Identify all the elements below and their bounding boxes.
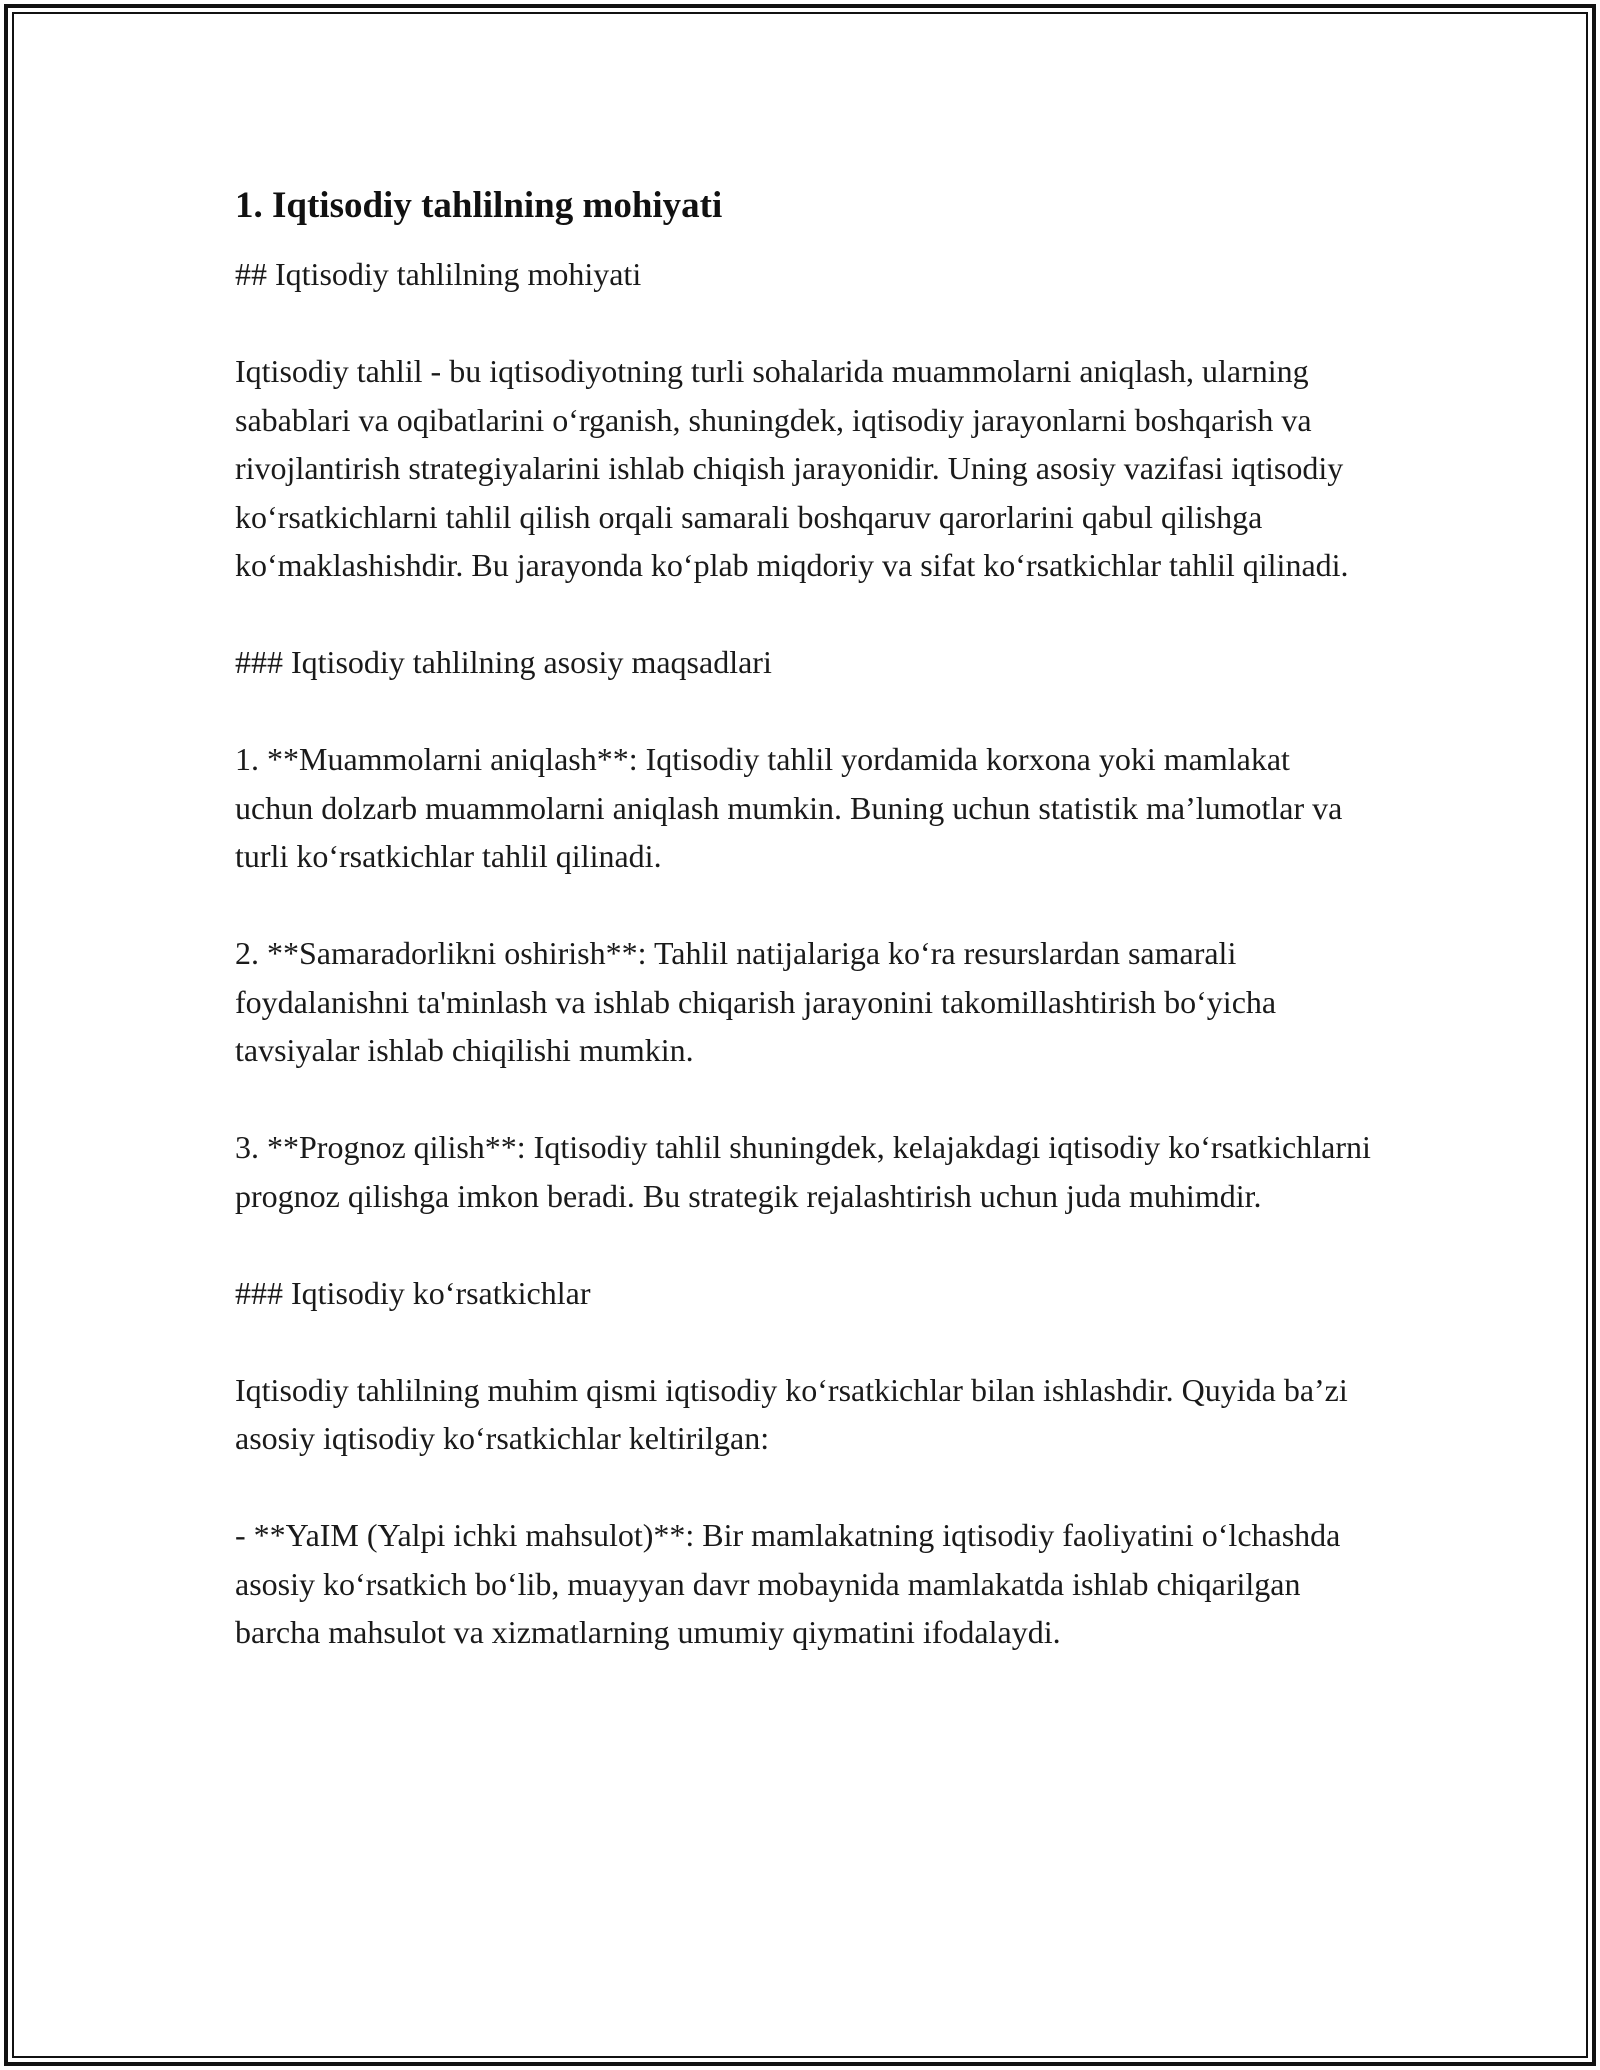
- indicators-paragraph: Iqtisodiy tahlilning muhim qismi iqtisodiy ko‘rsatkichlar bilan ishlashdir. Quyida ba’zi asosiy iqtisodiy ko‘rsatkichlar keltirilgan:: [235, 1371, 1348, 1456]
- markdown-heading-indicators: ### Iqtisodiy ko‘rsatkichlar: [235, 1274, 591, 1311]
- list-item-gdp: - **YaIM (Yalpi ichki mahsulot)**: Bir mamlakatning iqtisodiy faoliyatini o‘lchashda asosiy ko‘rsatkich bo‘lib, muayyan davr mobaynida mamlakatda ishlab chiqarilgan barcha mahsulot va xizmatlarning umumiy qiymatini ifodalaydi.: [235, 1517, 1341, 1650]
- markdown-heading-main: ## Iqtisodiy tahlilning mohiyati: [235, 256, 642, 292]
- document-title: 1. Iqtisodiy tahlilning mohiyati: [235, 185, 723, 226]
- list-item-goal-3: 3. **Prognoz qilish**: Iqtisodiy tahlil shuningdek, kelajakdagi iqtisodiy ko‘rsatkichlarni prognoz qilishga imkon beradi. Bu strategik rejalashtirish uchun juda muhimdir.: [235, 1129, 1371, 1214]
- list-item-goal-1: 1. **Muammolarni aniqlash**: Iqtisodiy tahlil yordamida korxona yoki mamlakat uchun dolzarb muammolarni aniqlash mumkin. Buning uchun statistik ma’lumotlar va turli ko‘rsatkichlar tahlil qilinadi.: [235, 741, 1343, 874]
- intro-paragraph: Iqtisodiy tahlil - bu iqtisodiyotning turli sohalarida muammolarni aniqlash, ularning sabablari va oqibatlarini o‘rganish, shuningdek, iqtisodiy jarayonlarni boshqarish va rivojlantirish strategiyalarini ishlab chiqish jarayonidir. Uning asosiy vazifasi iqtisodiy ko‘rsatkichlarni tahlil qilish orqali samarali boshqaruv qarorlarini qabul qilishga ko‘maklashishdir. Bu jarayonda ko‘plab miqdoriy va sifat ko‘rsatkichlar tahlil qilinadi.: [235, 353, 1349, 583]
- document-body: [235, 184, 1375, 1705]
- list-item-goal-2: 2. **Samaradorlikni oshirish**: Tahlil natijalariga ko‘ra resurslardan samarali foydalanishni ta'minlash va ishlab chiqarish jarayonini takomillashtirish bo‘yicha tavsiyalar ishlab chiqilishi mumkin.: [235, 935, 1277, 1068]
- markdown-heading-goals: ### Iqtisodiy tahlilning asosiy maqsadlari: [235, 644, 772, 680]
